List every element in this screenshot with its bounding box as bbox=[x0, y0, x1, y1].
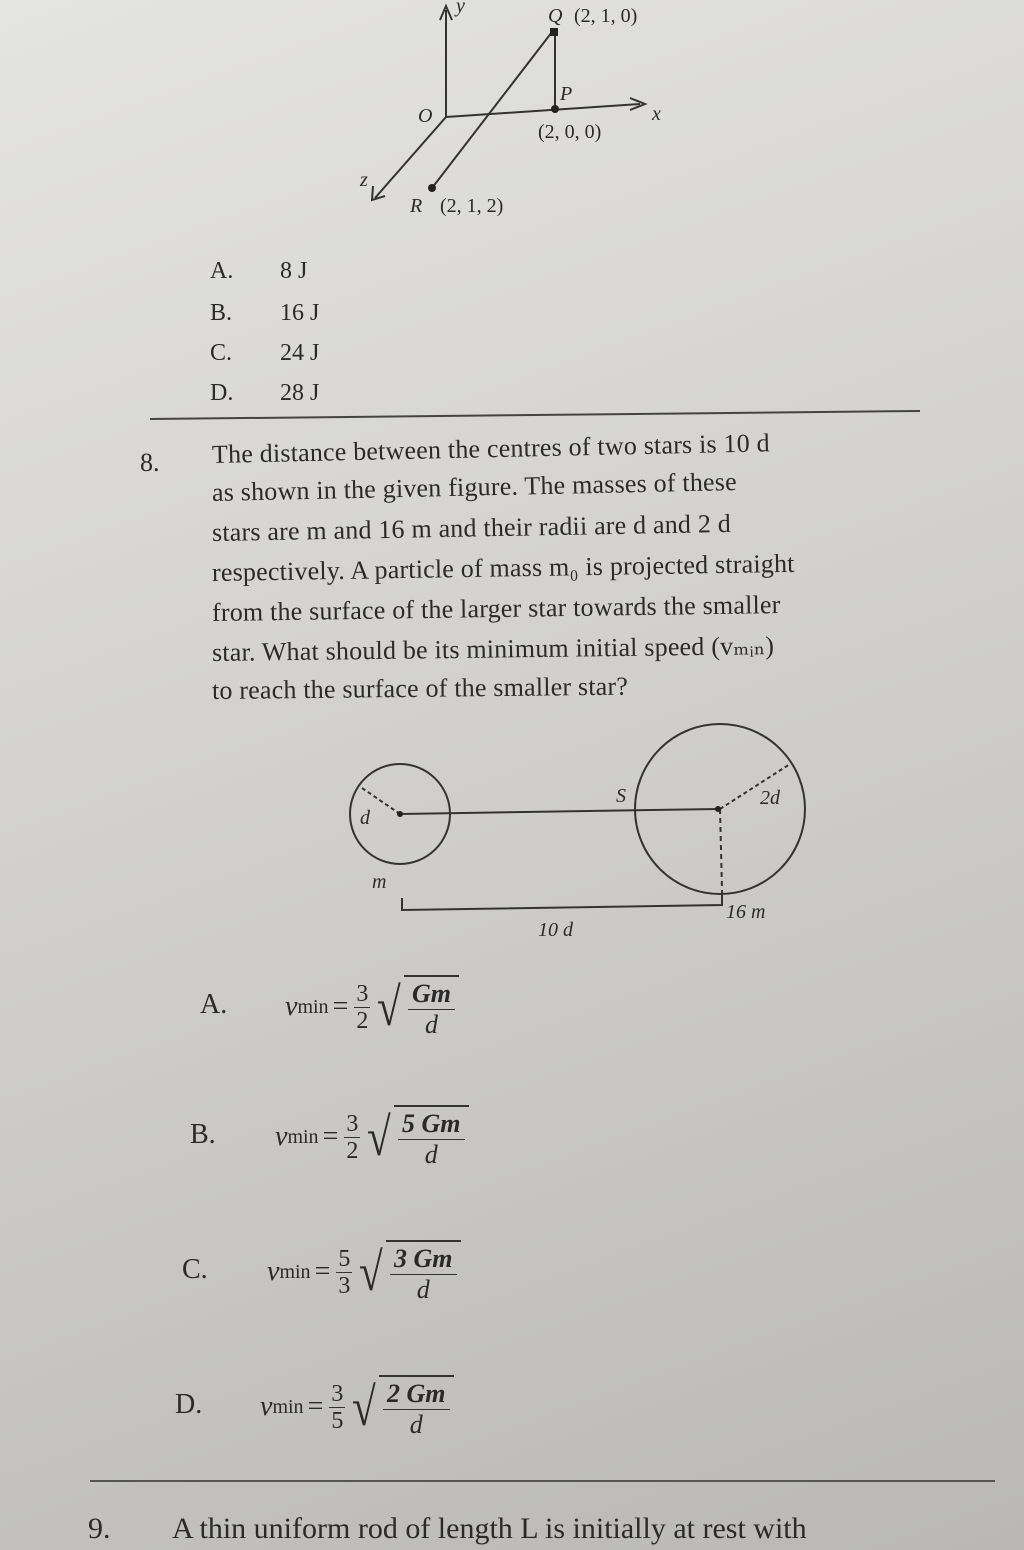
q8-option-a[interactable] bbox=[200, 975, 520, 1065]
q8-option-d[interactable] bbox=[175, 1375, 495, 1465]
q7-option-a[interactable] bbox=[210, 258, 410, 288]
option-value: 16 J bbox=[280, 300, 320, 326]
option-value: 28 J bbox=[280, 380, 320, 406]
point-q-label: Q bbox=[548, 5, 563, 27]
option-label: D. bbox=[175, 1389, 203, 1420]
small-radius-label: d bbox=[360, 807, 370, 829]
q8-stars-figure bbox=[340, 720, 820, 950]
point-p-label: P bbox=[560, 83, 573, 105]
denominator: 2 bbox=[356, 1007, 369, 1034]
option-value: 24 J bbox=[280, 340, 320, 366]
x-axis-label: x bbox=[652, 103, 661, 125]
equals: = bbox=[332, 991, 349, 1023]
radicand-denominator: d bbox=[416, 1274, 430, 1304]
radicand-numerator: 2 Gm bbox=[383, 1379, 450, 1410]
option-label: B. bbox=[210, 300, 233, 326]
subscript: min bbox=[279, 1260, 311, 1283]
equals: = bbox=[314, 1256, 331, 1288]
radicand-numerator: Gm bbox=[408, 979, 455, 1010]
radicand-denominator: d bbox=[409, 1409, 423, 1439]
equals: = bbox=[307, 1391, 324, 1423]
option-formula bbox=[285, 975, 459, 1040]
coefficient bbox=[329, 1381, 345, 1435]
square-root: √ $\frac{Gm}{d}$ bbox=[374, 975, 459, 1040]
q7-option-b[interactable] bbox=[210, 300, 410, 330]
q8-text-line: as shown in the given figure. The masses of these bbox=[211, 467, 738, 507]
point-r-label: R bbox=[410, 195, 423, 217]
q8-option-b[interactable] bbox=[190, 1105, 510, 1195]
denominator: 3 bbox=[338, 1272, 351, 1299]
q8-text-line: star. What should be its minimum initial speed (vₘᵢₙ) bbox=[211, 631, 775, 667]
subscript: min bbox=[297, 995, 329, 1018]
square-root: √ $\frac{5 Gm}{d}$ bbox=[364, 1105, 468, 1170]
point-s-label: S bbox=[616, 785, 626, 807]
option-label: D. bbox=[210, 380, 234, 406]
option-label: A. bbox=[210, 258, 234, 284]
option-value: 8 J bbox=[280, 258, 308, 284]
coefficient bbox=[354, 981, 370, 1035]
q7-option-d[interactable] bbox=[210, 380, 410, 410]
option-label: C. bbox=[182, 1254, 208, 1285]
equals: = bbox=[322, 1121, 339, 1153]
q8-text-line: stars are m and 16 m and their radii are d and 2 d bbox=[211, 508, 732, 547]
numerator: 5 bbox=[338, 1245, 351, 1272]
q7-coordinate-figure bbox=[340, 0, 680, 230]
radicand-numerator: 5 Gm bbox=[398, 1109, 465, 1140]
q8-text-line: The distance between the centres of two stars is 10 d bbox=[211, 428, 771, 469]
denominator: 5 bbox=[331, 1407, 344, 1434]
divider bbox=[150, 410, 920, 420]
origin-label: O bbox=[418, 105, 433, 127]
square-root: √ $\frac{2 Gm}{d}$ bbox=[349, 1375, 453, 1440]
option-formula bbox=[267, 1240, 461, 1305]
option-label: C. bbox=[210, 340, 233, 366]
q8-number: 8. bbox=[140, 448, 160, 477]
point-q-coords: (2, 1, 0) bbox=[574, 5, 638, 27]
y-axis-label: y bbox=[456, 0, 465, 17]
point-r-coords: (2, 1, 2) bbox=[440, 195, 504, 217]
q8-text-line: respectively. A particle of mass m₀ is projected straight bbox=[211, 548, 795, 587]
subscript: min bbox=[272, 1395, 304, 1418]
square-root: √ $\frac{3 Gm}{d}$ bbox=[356, 1240, 460, 1305]
distance-label: 10 d bbox=[538, 919, 573, 941]
q7-option-c[interactable] bbox=[210, 340, 410, 370]
radicand-denominator: d bbox=[424, 1139, 438, 1169]
v-symbol: v bbox=[267, 1256, 280, 1288]
v-symbol: v bbox=[285, 991, 298, 1023]
radicand-denominator: d bbox=[425, 1009, 438, 1039]
subscript: min bbox=[287, 1125, 319, 1148]
v-symbol: v bbox=[275, 1121, 288, 1153]
large-mass-label: 16 m bbox=[726, 901, 766, 923]
denominator: 2 bbox=[346, 1137, 359, 1164]
v-symbol: v bbox=[260, 1391, 273, 1423]
q8-text-line: from the surface of the larger star towards the smaller bbox=[211, 590, 781, 627]
divider bbox=[90, 1480, 995, 1482]
option-label: A. bbox=[200, 989, 228, 1020]
q9-text: A thin uniform rod of length L is initially at rest with bbox=[172, 1512, 807, 1545]
q8-text-line: to reach the surface of the smaller star? bbox=[211, 671, 629, 705]
option-formula bbox=[260, 1375, 454, 1440]
q8-option-c[interactable] bbox=[182, 1240, 502, 1330]
large-radius-label: 2d bbox=[760, 787, 780, 809]
numerator: 3 bbox=[346, 1110, 359, 1137]
numerator: 3 bbox=[356, 980, 369, 1007]
option-formula bbox=[275, 1105, 469, 1170]
z-axis-label: z bbox=[360, 169, 368, 191]
point-p-coords: (2, 0, 0) bbox=[538, 121, 602, 143]
radicand-numerator: 3 Gm bbox=[390, 1244, 457, 1275]
option-label: B. bbox=[190, 1119, 216, 1150]
coefficient bbox=[344, 1111, 360, 1165]
coefficient bbox=[336, 1246, 352, 1300]
small-mass-label: m bbox=[372, 871, 387, 893]
q9-number: 9. bbox=[88, 1512, 111, 1545]
numerator: 3 bbox=[331, 1380, 344, 1407]
